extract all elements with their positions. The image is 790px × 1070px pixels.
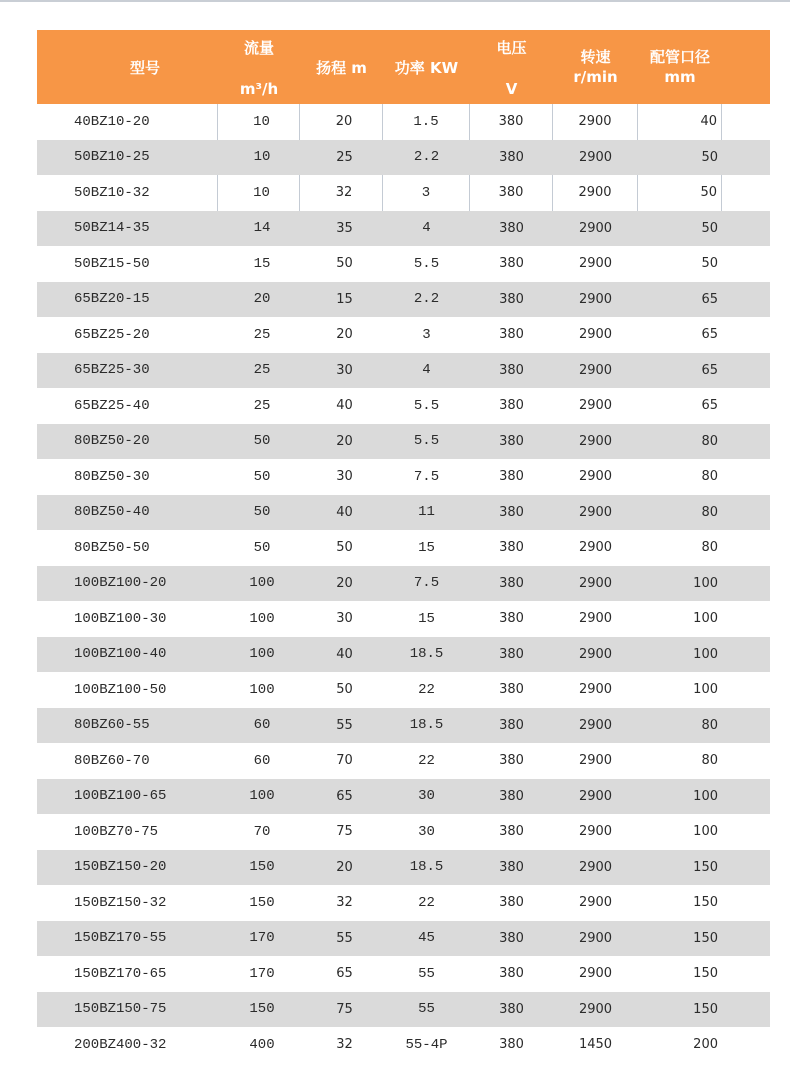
head-cell: 55 — [336, 930, 353, 946]
speed-cell: 2900 — [578, 469, 613, 485]
pipe-diameter-cell: 80 — [701, 540, 718, 556]
speed-cell: 2900 — [578, 966, 613, 982]
table-row — [37, 601, 770, 637]
table-row — [37, 814, 770, 850]
flow-cell: 400 — [249, 1036, 275, 1053]
header-head — [300, 30, 383, 104]
table-row — [37, 708, 770, 744]
flow-cell: 60 — [253, 717, 271, 734]
pipe-diameter-cell: 80 — [701, 504, 718, 520]
model-cell: 80BZ60-55 — [74, 717, 150, 734]
table-row — [37, 495, 770, 531]
flow-cell: 50 — [253, 468, 271, 485]
pipe-diameter-cell: 150 — [693, 1001, 718, 1017]
model-cell: 65BZ25-30 — [74, 362, 150, 379]
pipe-diameter-cell: 80 — [701, 753, 718, 769]
pipe-diameter-cell: 65 — [701, 362, 718, 378]
power-cell: 5.5 — [413, 255, 440, 272]
header-speed-unit: r/min — [573, 68, 618, 86]
speed-cell: 2900 — [578, 682, 613, 698]
model-cell: 100BZ100-30 — [74, 610, 167, 627]
model-cell: 50BZ15-50 — [74, 255, 150, 272]
voltage-cell: 380 — [470, 104, 553, 140]
table-row — [37, 743, 770, 779]
flow-cell: 70 — [253, 823, 271, 840]
power-cell: 1.5 — [383, 104, 470, 140]
model-cell: 80BZ50-50 — [74, 539, 150, 556]
voltage-cell: 380 — [499, 788, 524, 804]
voltage-cell: 380 — [499, 362, 524, 378]
power-cell: 5.5 — [413, 397, 440, 414]
flow-cell: 100 — [249, 575, 275, 592]
voltage-cell: 380 — [499, 895, 524, 911]
head-cell: 20 — [336, 859, 353, 875]
head-cell: 50 — [336, 256, 353, 272]
model-cell: 50BZ10-32 — [37, 175, 218, 211]
pipe-diameter-cell: 50 — [638, 175, 722, 211]
head-cell: 15 — [336, 291, 353, 307]
flow-cell: 100 — [249, 681, 275, 698]
table-row — [37, 956, 770, 992]
head-cell: 40 — [336, 398, 353, 414]
speed-cell: 2900 — [578, 824, 613, 840]
voltage-cell: 380 — [499, 469, 524, 485]
table-row — [37, 779, 770, 815]
head-cell: 20 — [300, 104, 383, 140]
voltage-cell: 380 — [499, 717, 524, 733]
speed-cell: 2900 — [578, 895, 613, 911]
power-cell: 3 — [383, 175, 470, 211]
model-cell: 80BZ50-30 — [74, 468, 150, 485]
header-spacer — [722, 30, 770, 104]
power-cell: 18.5 — [409, 859, 444, 876]
head-cell: 35 — [336, 220, 353, 236]
flow-cell: 60 — [253, 752, 271, 769]
header-voltage — [470, 30, 553, 104]
header-model-label: 型号 — [129, 59, 160, 77]
voltage-cell: 380 — [499, 327, 524, 343]
header-head-label: 扬程 m — [316, 59, 367, 77]
model-cell: 50BZ14-35 — [74, 220, 150, 237]
voltage-cell: 380 — [499, 433, 524, 449]
power-cell: 18.5 — [409, 646, 444, 663]
voltage-cell: 380 — [499, 220, 524, 236]
speed-cell: 2900 — [578, 220, 613, 236]
model-cell: 65BZ25-40 — [74, 397, 150, 414]
table-row — [37, 992, 770, 1028]
table-row — [37, 1027, 770, 1063]
power-cell: 15 — [418, 610, 435, 627]
top-border — [0, 0, 790, 2]
flow-cell: 10 — [218, 104, 300, 140]
speed-cell: 2900 — [578, 611, 613, 627]
voltage-cell: 380 — [499, 291, 524, 307]
model-cell: 100BZ100-65 — [74, 788, 167, 805]
speed-cell: 2900 — [578, 1001, 613, 1017]
header-power — [383, 30, 470, 104]
header-pipe-diameter — [638, 30, 722, 104]
power-cell: 4 — [422, 362, 431, 379]
voltage-cell: 380 — [470, 175, 553, 211]
table-row — [37, 353, 770, 389]
head-cell: 40 — [336, 646, 353, 662]
voltage-cell: 380 — [499, 646, 524, 662]
voltage-cell: 380 — [499, 1001, 524, 1017]
header-speed — [553, 30, 638, 104]
table-row — [37, 211, 770, 247]
table-row — [37, 317, 770, 353]
speed-cell: 2900 — [578, 362, 613, 378]
voltage-cell: 380 — [499, 540, 524, 556]
speed-cell: 2900 — [578, 433, 613, 449]
table-header — [37, 30, 770, 104]
pipe-diameter-cell: 50 — [701, 149, 718, 165]
flow-cell: 50 — [253, 433, 271, 450]
flow-cell: 150 — [249, 859, 275, 876]
pipe-diameter-cell: 80 — [701, 717, 718, 733]
model-cell: 80BZ50-20 — [74, 433, 150, 450]
speed-cell: 2900 — [578, 398, 613, 414]
speed-cell: 2900 — [578, 717, 613, 733]
table-row — [37, 566, 770, 602]
pipe-diameter-cell: 65 — [701, 291, 718, 307]
model-cell: 200BZ400-32 — [74, 1036, 167, 1053]
power-cell: 15 — [418, 539, 435, 556]
speed-cell: 2900 — [578, 788, 613, 804]
head-cell: 55 — [336, 717, 353, 733]
head-cell: 75 — [336, 824, 353, 840]
flow-cell: 170 — [249, 965, 275, 982]
flow-cell: 14 — [253, 220, 271, 237]
flow-cell: 25 — [253, 397, 271, 414]
table-body — [37, 104, 770, 1063]
flow-cell: 25 — [253, 362, 271, 379]
speed-cell: 2900 — [578, 646, 613, 662]
table-row — [37, 850, 770, 886]
pipe-diameter-cell: 50 — [701, 256, 718, 272]
table-row — [37, 672, 770, 708]
header-voltage-unit: V — [505, 80, 518, 98]
voltage-cell: 380 — [499, 611, 524, 627]
power-cell: 11 — [418, 504, 435, 521]
pipe-diameter-cell: 40 — [638, 104, 722, 140]
head-cell: 65 — [336, 966, 353, 982]
table-row — [37, 104, 770, 140]
model-cell: 65BZ25-20 — [74, 326, 150, 343]
power-cell: 22 — [418, 752, 435, 769]
pipe-diameter-cell: 50 — [701, 220, 718, 236]
model-cell: 100BZ100-40 — [74, 646, 167, 663]
pipe-diameter-cell: 80 — [701, 469, 718, 485]
header-pipe-diameter-unit: mm — [664, 68, 696, 86]
head-cell: 32 — [336, 895, 353, 911]
pipe-diameter-cell: 65 — [701, 398, 718, 414]
header-pipe-diameter-label: 配管口径 — [649, 48, 710, 66]
model-cell: 100BZ100-50 — [74, 681, 167, 698]
model-cell: 150BZ150-32 — [74, 894, 167, 911]
speed-cell: 2900 — [578, 149, 613, 165]
voltage-cell: 380 — [499, 149, 524, 165]
pipe-diameter-cell: 150 — [693, 966, 718, 982]
power-cell: 2.2 — [413, 149, 440, 166]
head-cell: 20 — [336, 327, 353, 343]
power-cell: 4 — [422, 220, 431, 237]
voltage-cell: 380 — [499, 256, 524, 272]
speed-cell: 2900 — [578, 504, 613, 520]
table-row — [37, 282, 770, 318]
model-cell: 150BZ150-75 — [74, 1001, 167, 1018]
speed-cell: 2900 — [578, 540, 613, 556]
head-cell: 20 — [336, 575, 353, 591]
pipe-diameter-cell: 80 — [701, 433, 718, 449]
model-cell: 150BZ170-55 — [74, 930, 167, 947]
head-cell: 25 — [336, 149, 353, 165]
model-cell: 150BZ150-20 — [74, 859, 167, 876]
power-cell: 2.2 — [413, 291, 440, 308]
voltage-cell: 380 — [499, 966, 524, 982]
table-row — [37, 885, 770, 921]
pipe-diameter-cell: 65 — [701, 327, 718, 343]
speed-cell: 2900 — [553, 175, 638, 211]
flow-cell: 150 — [249, 894, 275, 911]
header-flow-unit: m³/h — [239, 80, 279, 98]
head-cell: 30 — [336, 362, 353, 378]
power-cell: 45 — [418, 930, 435, 947]
table-row — [37, 459, 770, 495]
power-cell: 5.5 — [413, 433, 440, 450]
flow-cell: 50 — [253, 504, 271, 521]
model-cell: 80BZ50-40 — [74, 504, 150, 521]
pipe-diameter-cell: 100 — [693, 682, 718, 698]
head-cell: 50 — [336, 682, 353, 698]
table-row — [37, 388, 770, 424]
model-cell: 100BZ100-20 — [74, 575, 167, 592]
header-speed-label: 转速 — [580, 48, 611, 66]
voltage-cell: 380 — [499, 575, 524, 591]
head-cell: 32 — [336, 1037, 353, 1053]
speed-cell: 2900 — [578, 575, 613, 591]
head-cell: 30 — [336, 469, 353, 485]
power-cell: 18.5 — [409, 717, 444, 734]
speed-cell: 1450 — [578, 1037, 613, 1053]
flow-cell: 50 — [253, 539, 271, 556]
power-cell: 22 — [418, 894, 435, 911]
head-cell: 70 — [336, 753, 353, 769]
head-cell: 50 — [336, 540, 353, 556]
model-cell: 40BZ10-20 — [37, 104, 218, 140]
pipe-diameter-cell: 150 — [693, 895, 718, 911]
pipe-diameter-cell: 100 — [693, 788, 718, 804]
flow-cell: 15 — [253, 255, 271, 272]
flow-cell: 10 — [218, 175, 300, 211]
voltage-cell: 380 — [499, 1037, 524, 1053]
table-row — [37, 921, 770, 957]
pipe-diameter-cell: 200 — [693, 1037, 718, 1053]
power-cell: 7.5 — [413, 468, 440, 485]
header-model — [37, 30, 218, 104]
flow-cell: 10 — [253, 149, 271, 166]
pipe-diameter-cell: 100 — [693, 575, 718, 591]
table-row — [37, 175, 770, 211]
speed-cell: 2900 — [578, 327, 613, 343]
model-cell: 65BZ20-15 — [74, 291, 150, 308]
spec-table — [37, 30, 770, 1063]
header-power-label: 功率 KW — [394, 59, 459, 77]
table-row — [37, 637, 770, 673]
model-cell: 150BZ170-65 — [74, 965, 167, 982]
speed-cell: 2900 — [578, 256, 613, 272]
power-cell: 3 — [422, 326, 431, 343]
flow-cell: 100 — [249, 610, 275, 627]
speed-cell: 2900 — [578, 859, 613, 875]
header-flow-label: 流量 — [243, 39, 274, 57]
power-cell: 30 — [418, 823, 435, 840]
voltage-cell: 380 — [499, 682, 524, 698]
flow-cell: 100 — [249, 788, 275, 805]
pipe-diameter-cell: 150 — [693, 930, 718, 946]
voltage-cell: 380 — [499, 824, 524, 840]
head-cell: 20 — [336, 433, 353, 449]
power-cell: 30 — [418, 788, 435, 805]
flow-cell: 170 — [249, 930, 275, 947]
power-cell: 22 — [418, 681, 435, 698]
model-cell: 50BZ10-25 — [74, 149, 150, 166]
voltage-cell: 380 — [499, 504, 524, 520]
power-cell: 55 — [418, 1001, 435, 1018]
header-flow — [218, 30, 300, 104]
flow-cell: 20 — [253, 291, 271, 308]
power-cell: 55 — [418, 965, 435, 982]
table-row — [37, 246, 770, 282]
voltage-cell: 380 — [499, 930, 524, 946]
head-cell: 40 — [336, 504, 353, 520]
pipe-diameter-cell: 100 — [693, 824, 718, 840]
table-row — [37, 424, 770, 460]
table-row — [37, 530, 770, 566]
flow-cell: 150 — [249, 1001, 275, 1018]
flow-cell: 25 — [253, 326, 271, 343]
head-cell: 75 — [336, 1001, 353, 1017]
table-row — [37, 140, 770, 176]
head-cell: 30 — [336, 611, 353, 627]
speed-cell: 2900 — [578, 291, 613, 307]
model-cell: 80BZ60-70 — [74, 752, 150, 769]
head-cell: 32 — [300, 175, 383, 211]
head-cell: 65 — [336, 788, 353, 804]
voltage-cell: 380 — [499, 398, 524, 414]
speed-cell: 2900 — [578, 753, 613, 769]
speed-cell: 2900 — [578, 930, 613, 946]
pipe-diameter-cell: 100 — [693, 611, 718, 627]
voltage-cell: 380 — [499, 753, 524, 769]
power-cell: 55-4P — [405, 1036, 448, 1053]
power-cell: 7.5 — [413, 575, 440, 592]
voltage-cell: 380 — [499, 859, 524, 875]
flow-cell: 100 — [249, 646, 275, 663]
pipe-diameter-cell: 150 — [693, 859, 718, 875]
model-cell: 100BZ70-75 — [74, 823, 159, 840]
pipe-diameter-cell: 100 — [693, 646, 718, 662]
header-voltage-label: 电压 — [496, 39, 527, 57]
speed-cell: 2900 — [553, 104, 638, 140]
